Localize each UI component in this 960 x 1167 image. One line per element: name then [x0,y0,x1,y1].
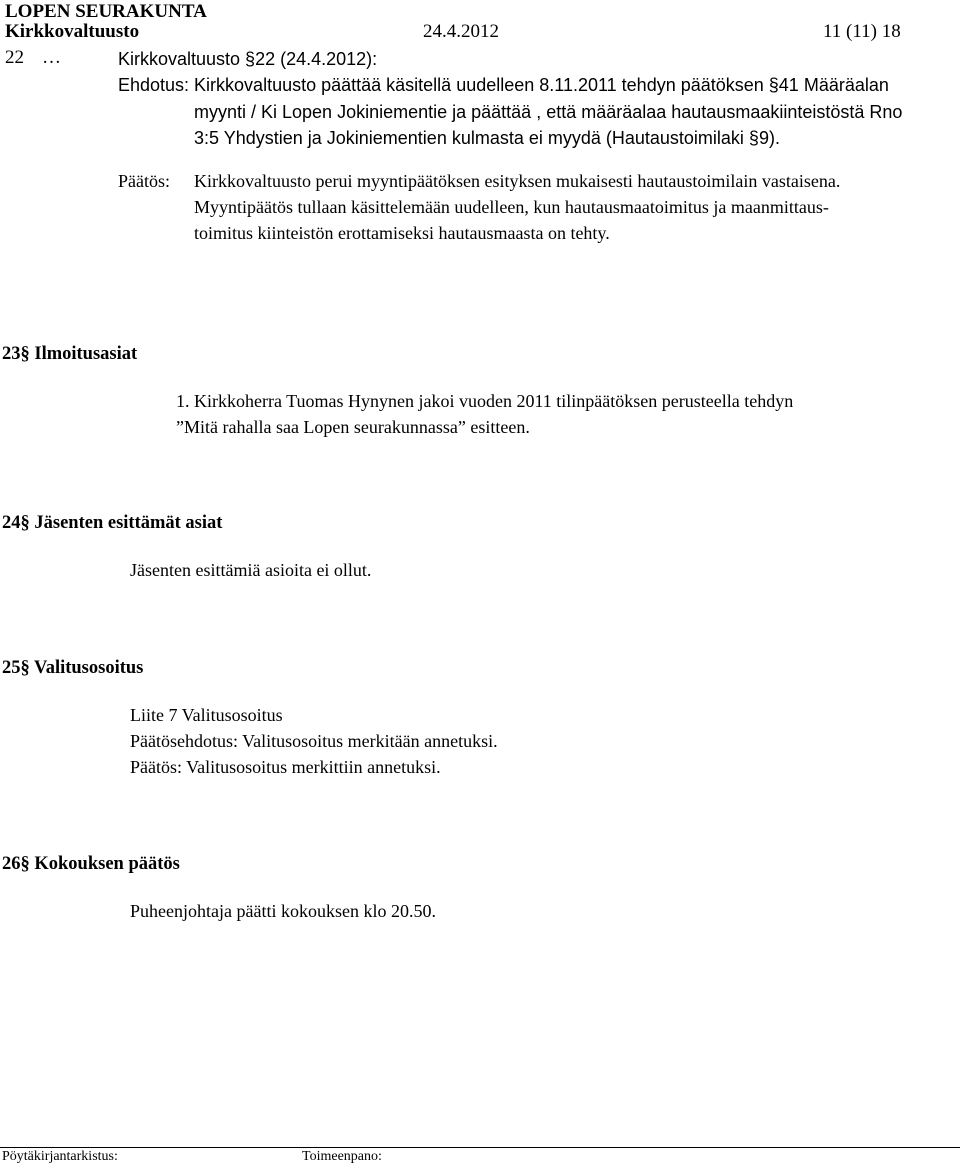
item22-ellipsis: … [42,47,61,68]
header-body: Kirkkovaltuusto [5,21,140,42]
item23-line: 1. Kirkkoherra Tuomas Hynynen jakoi vuoden 2011 tilinpäätöksen perusteella tehdyn [176,391,794,411]
item26-heading: 26§ Kokouksen päätös [2,854,180,874]
item22-proposal-line: 3:5 Yhdystien ja Jokiniementien kulmasta ei myydä (Hautaustoimilaki §9). [194,128,780,148]
item22-number: 22 [5,47,24,68]
item22-decision-line: toimitus kiinteistön erottamiseksi hautausmaasta on tehty. [194,223,610,243]
footer-enforcement: Toimeenpano: [302,1149,382,1164]
item22-decision-label: Päätös: [118,171,170,191]
item22-decision-line: Kirkkovaltuusto perui myyntipäätöksen esityksen mukaisesti hautaustoimilain vastaisena. [194,171,841,191]
item26-text: Puheenjohtaja päätti kokouksen klo 20.50. [130,901,436,921]
header-page: 11 (11) 18 [823,21,901,42]
organization-name: LOPEN SEURAKUNTA [5,1,207,22]
item25-line: Päätös: Valitusosoitus merkittiin annetuksi. [130,757,441,777]
header-date: 24.4.2012 [423,21,499,42]
item24-text: Jäsenten esittämiä asioita ei ollut. [130,560,372,580]
item22-title: Kirkkovaltuusto §22 (24.4.2012): [118,49,378,69]
item23-line: ”Mitä rahalla saa Lopen seurakunnassa” esitteen. [176,417,530,437]
item24-heading: 24§ Jäsenten esittämät asiat [2,513,223,533]
item22-decision-line: Myyntipäätös tullaan käsittelemään uudelleen, kun hautausmaatoimitus ja maanmittaus- [194,197,829,217]
item25-line: Päätösehdotus: Valitusosoitus merkitään annetuksi. [130,731,498,751]
item25-heading: 25§ Valitusosoitus [2,658,144,678]
item23-heading: 23§ Ilmoitusasiat [2,344,138,364]
footer-minutes-check: Pöytäkirjantarkistus: [2,1149,118,1164]
item25-line: Liite 7 Valitusosoitus [130,705,283,725]
item22-proposal-line: Ehdotus: Kirkkovaltuusto päättää käsitellä uudelleen 8.11.2011 tehdyn päätöksen §41 Määräalan [118,75,889,95]
item22-proposal-line: myynti / Ki Lopen Jokiniementie ja päättää , että määräalaa hautausmaakiinteistöstä Rno [194,102,903,122]
footer-divider [0,1147,960,1148]
